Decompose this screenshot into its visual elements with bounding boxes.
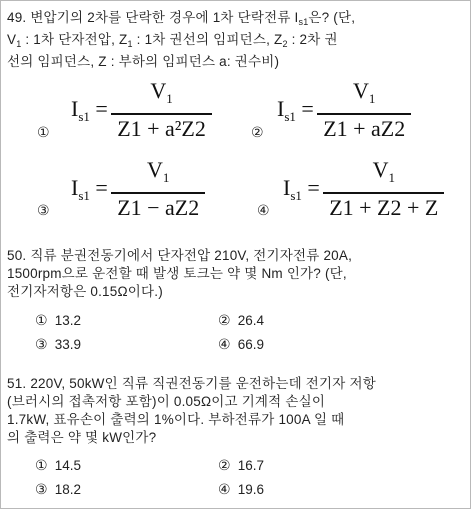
- q50-option-1-text: 13.2: [54, 313, 82, 328]
- q49-line-1-sub: s1: [298, 17, 309, 27]
- q50-line-3: 전기자저항은 0.15Ω이다.): [7, 284, 163, 299]
- q49-opt3-denominator: Z1 − aZ2: [111, 192, 205, 220]
- q51-option-1-text: 14.5: [54, 458, 82, 473]
- q49-line-2-c: : 1차 권선의 임피던스, Z: [132, 32, 283, 47]
- q49-opt4-num-sub: 1: [388, 170, 395, 185]
- q49-line-2-b: : 1차 단자전압, Z: [21, 32, 128, 47]
- q49-option-2-marker[interactable]: ②: [251, 124, 264, 140]
- q49-opt4-lhs: [283, 175, 320, 204]
- q49-opt3-lhs: [71, 175, 108, 204]
- q51-line-1: 51. 220V, 50kW인 직류 직권전동기를 운전하는데 전기자 저항: [7, 376, 376, 391]
- q49-opt2-fraction: [317, 79, 411, 141]
- q49-opt4-denominator: Z1 + Z2 + Z: [323, 192, 444, 220]
- q51-option-1-marker: ①: [35, 457, 48, 473]
- q50-line-2: 1500rpm으로 운전할 때 발생 토크는 약 몇 Nm 인가? (단,: [7, 266, 347, 281]
- q50-option-2-text: 26.4: [237, 313, 265, 328]
- q49-opt1-denominator: Z1 + a²Z2: [111, 113, 212, 141]
- q49-opt4-i: I: [283, 174, 291, 200]
- q49-option-3-formula[interactable]: [71, 158, 205, 220]
- q49-line-3: 선의 임피던스, Z : 부하의 임피던스 a: 권수비): [7, 54, 280, 69]
- q49-option-3-marker[interactable]: ③: [37, 202, 50, 218]
- q49-opt4-fraction: [323, 158, 444, 220]
- q49-z1-sub: 1: [127, 39, 133, 49]
- q51-line-2: (브러시의 접촉저항 포함)이 0.05Ω이고 기계적 손실이: [7, 394, 326, 409]
- q49-line-1: [7, 9, 460, 31]
- q49-opt4-numerator: [323, 158, 444, 192]
- q49-opt1-lhs: [71, 96, 108, 125]
- q49-opt3-num-v: V: [147, 157, 163, 182]
- q51-option-3-text: 18.2: [54, 482, 82, 497]
- q49-opt3-num-sub: 1: [162, 170, 170, 185]
- q49-opt4-num-v: V: [372, 157, 389, 182]
- q50-option-4-marker: ④: [218, 336, 231, 352]
- q49-opt2-eq: =: [295, 95, 314, 121]
- q49-opt1-fraction: [111, 79, 212, 141]
- q50-option-4[interactable]: [218, 336, 264, 353]
- q49-option-4-marker[interactable]: ④: [257, 202, 270, 218]
- q51-option-4-marker: ④: [218, 481, 231, 497]
- q50-option-3-marker: ③: [35, 336, 48, 352]
- q49-opt1-numerator: [111, 79, 212, 113]
- q51-line-3: 1.7kW, 표유손이 출력의 1%이다. 부하전류가 100A 일 때: [7, 412, 345, 427]
- q49-opt1-lhs-sub: s1: [78, 108, 90, 124]
- q49-line-2: [7, 31, 460, 53]
- q49-line-2-d: : 2차 권: [287, 32, 338, 47]
- q49-line-1-text: 49. 변압기의 2차를 단락한 경우에 1차 단락전류 I: [7, 10, 299, 25]
- q49-opt3-eq: =: [89, 174, 108, 200]
- q49-opt3-i: I: [71, 174, 79, 200]
- q50-option-2[interactable]: [218, 312, 264, 329]
- q51-option-2-text: 16.7: [237, 458, 265, 473]
- q49-opt2-numerator: [317, 79, 411, 113]
- q49-opt2-i: I: [277, 95, 285, 121]
- q49-opt1-num-sub: 1: [166, 91, 173, 106]
- q50-option-3[interactable]: [35, 336, 81, 353]
- q50-option-1[interactable]: [35, 312, 81, 329]
- q49-opt1-eq: =: [89, 95, 108, 121]
- q51-option-4[interactable]: [218, 481, 264, 498]
- q50-option-2-marker: ②: [218, 312, 231, 328]
- q49-opt3-lhs-sub: s1: [78, 187, 90, 203]
- q49-v1-sub: 1: [16, 39, 22, 49]
- q49-opt2-num-sub: 1: [368, 91, 376, 106]
- q50-line-1: 50. 직류 분권전동기에서 단자전압 210V, 전기자전류 20A,: [7, 248, 353, 263]
- q51-option-2-marker: ②: [218, 457, 231, 473]
- q49-opt4-lhs-sub: s1: [290, 187, 302, 203]
- q49-opt1-num-v: V: [150, 78, 167, 103]
- q51-option-2[interactable]: [218, 457, 264, 474]
- question-50: [7, 247, 460, 301]
- question-51: [7, 375, 460, 447]
- q51-option-4-text: 19.6: [237, 482, 265, 497]
- q49-option-2-formula[interactable]: [277, 79, 411, 141]
- q50-option-4-text: 66.9: [237, 337, 265, 352]
- q49-opt3-fraction: [111, 158, 205, 220]
- q51-option-3-marker: ③: [35, 481, 48, 497]
- q51-option-3[interactable]: [35, 481, 81, 498]
- q51-line-4: 의 출력은 약 몇 kW인가?: [7, 430, 157, 445]
- q49-opt3-numerator: [111, 158, 205, 192]
- q49-option-4-formula[interactable]: [283, 158, 444, 220]
- q49-opt2-denominator: Z1 + aZ2: [317, 113, 411, 141]
- q49-option-1-marker[interactable]: ①: [37, 124, 50, 140]
- q49-v1: V: [7, 32, 17, 47]
- q49-opt2-lhs: [277, 96, 314, 125]
- q49-option-1-formula[interactable]: [71, 79, 212, 141]
- q49-opt2-lhs-sub: s1: [284, 108, 296, 124]
- q49-z2-sub: 2: [282, 39, 288, 49]
- q49-opt4-eq: =: [301, 174, 320, 200]
- q51-option-1[interactable]: [35, 457, 81, 474]
- q50-option-3-text: 33.9: [54, 337, 82, 352]
- q50-option-1-marker: ①: [35, 312, 48, 328]
- q49-opt1-i: I: [71, 95, 79, 121]
- q49-opt2-num-v: V: [353, 78, 369, 103]
- question-49: [7, 9, 460, 71]
- q49-line-1-end: 은? (단,: [308, 10, 356, 25]
